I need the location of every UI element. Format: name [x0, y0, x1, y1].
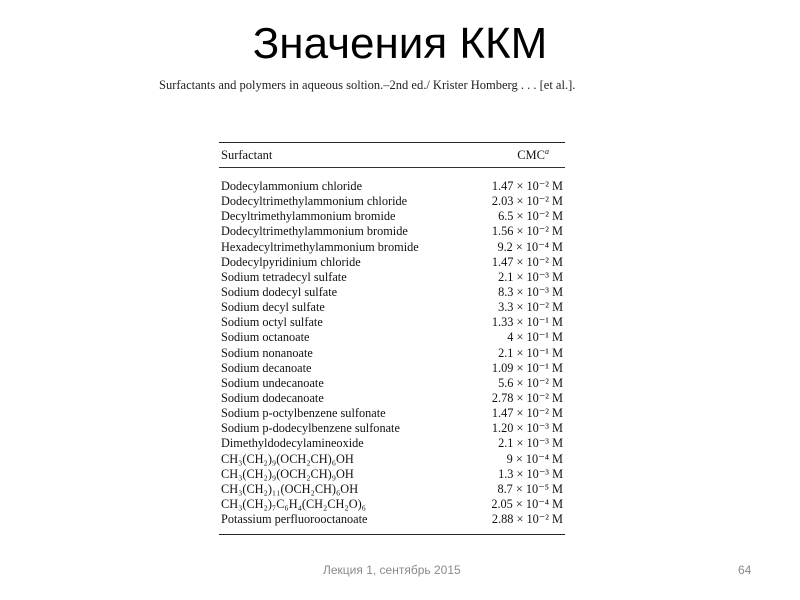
table-row [219, 467, 565, 482]
table-row [219, 512, 565, 527]
cmc-value: 1.47 × 10⁻² M [491, 254, 563, 269]
surfactant-name: Dodecyltrimethylammonium chloride [221, 194, 408, 209]
book-citation: Surfactants and polymers in aqueous soltion.–2nd ed./ Krister Homberg . . . [et al.]. [159, 78, 576, 92]
surfactant-name: Sodium p-octylbenzene sulfonate [221, 406, 386, 421]
table-body [219, 179, 565, 527]
cmc-value: 1.47 × 10⁻² M [491, 406, 563, 421]
surfactant-name: CH₃(CH₂)₉(OCH₂CH)₆OH [221, 451, 354, 466]
cmc-value: 2.05 × 10⁻⁴ M [491, 497, 563, 512]
surfactant-name: Sodium undecanoate [221, 375, 324, 390]
cmc-value: 1.3 × 10⁻³ M [498, 466, 563, 481]
table-row [219, 497, 565, 512]
header-cmc-footnote-mark: a [545, 146, 549, 156]
table-row [219, 361, 565, 376]
table-row [219, 482, 565, 497]
surfactant-name: Decyltrimethylammonium bromide [221, 209, 396, 224]
table-row [219, 300, 565, 315]
surfactant-name: CH₃(CH₂)₁₁(OCH₂CH)₆OH [221, 481, 359, 496]
surfactant-name: Dimethyldodecylamineoxide [221, 436, 364, 451]
surfactant-name: Sodium dodecanoate [221, 391, 324, 406]
surfactant-name: Potassium perfluorooctanoate [221, 512, 368, 527]
table-bottom-rule [219, 534, 565, 535]
table-row [219, 240, 565, 255]
surfactant-name: CH₃(CH₂)₉(OCH₂CH)₉OH [221, 466, 354, 481]
cmc-value: 9.2 × 10⁻⁴ M [497, 239, 563, 254]
surfactant-name: Dodecylammonium chloride [221, 179, 363, 194]
table-row [219, 270, 565, 285]
cmc-value: 8.7 × 10⁻⁵ M [497, 481, 563, 496]
cmc-value: 8.3 × 10⁻³ M [498, 285, 563, 300]
table-row [219, 330, 565, 345]
header-cmc [517, 147, 563, 163]
cmc-value: 5.6 × 10⁻² M [498, 375, 563, 390]
page-number: 64 [738, 563, 752, 577]
cmc-value: 4 × 10⁻¹ M [507, 330, 563, 345]
table-row [219, 346, 565, 361]
cmc-value: 2.03 × 10⁻² M [491, 194, 563, 209]
surfactant-name: Sodium octanoate [221, 330, 310, 345]
table-row [219, 179, 565, 194]
table-row [219, 391, 565, 406]
cmc-value: 2.78 × 10⁻² M [491, 391, 563, 406]
surfactant-name: Sodium octyl sulfate [221, 315, 323, 330]
cmc-value: 3.3 × 10⁻² M [498, 300, 563, 315]
table-row [219, 224, 565, 239]
table-row [219, 209, 565, 224]
table-header-rule [219, 167, 565, 168]
table-row [219, 194, 565, 209]
table-row [219, 376, 565, 391]
table-header [219, 143, 565, 167]
cmc-value: 2.1 × 10⁻¹ M [498, 345, 563, 360]
header-surfactant: Surfactant [221, 147, 273, 162]
cmc-value: 1.47 × 10⁻² M [491, 179, 563, 194]
table-row [219, 421, 565, 436]
footer-lecture-text: Лекция 1, сентябрь 2015 [323, 563, 461, 577]
cmc-value: 9 × 10⁻⁴ M [506, 451, 563, 466]
cmc-value: 2.1 × 10⁻³ M [498, 269, 563, 284]
surfactant-name: Sodium decyl sulfate [221, 300, 325, 315]
slide-title: Значения ККМ [252, 19, 548, 68]
surfactant-name: Sodium p-dodecylbenzene sulfonate [221, 421, 400, 436]
header-cmc-label: CMC [517, 148, 545, 163]
surfactant-name: Dodecylpyridinium chloride [221, 254, 361, 269]
surfactant-name: Sodium nonanoate [221, 345, 313, 360]
table-row [219, 315, 565, 330]
cmc-value: 1.09 × 10⁻¹ M [491, 360, 563, 375]
surfactant-name: Sodium decanoate [221, 360, 312, 375]
cmc-table [219, 142, 565, 535]
surfactant-name: Hexadecyltrimethylammonium bromide [221, 239, 419, 254]
table-row [219, 255, 565, 270]
cmc-value: 6.5 × 10⁻² M [498, 209, 563, 224]
table-row [219, 285, 565, 300]
table-row [219, 452, 565, 467]
cmc-value: 1.56 × 10⁻² M [491, 224, 563, 239]
table-row [219, 406, 565, 421]
cmc-value: 2.1 × 10⁻³ M [498, 436, 563, 451]
surfactant-name: Sodium tetradecyl sulfate [221, 269, 347, 284]
cmc-value: 1.20 × 10⁻³ M [491, 421, 563, 436]
surfactant-name: CH₃(CH₂)₇C₆H₄(CH₂CH₂O)₆ [221, 497, 366, 512]
surfactant-name: Sodium dodecyl sulfate [221, 285, 338, 300]
surfactant-name: Dodecyltrimethylammonium bromide [221, 224, 408, 239]
cmc-value: 1.33 × 10⁻¹ M [491, 315, 563, 330]
cmc-value: 2.88 × 10⁻² M [491, 512, 563, 527]
table-row [219, 436, 565, 451]
